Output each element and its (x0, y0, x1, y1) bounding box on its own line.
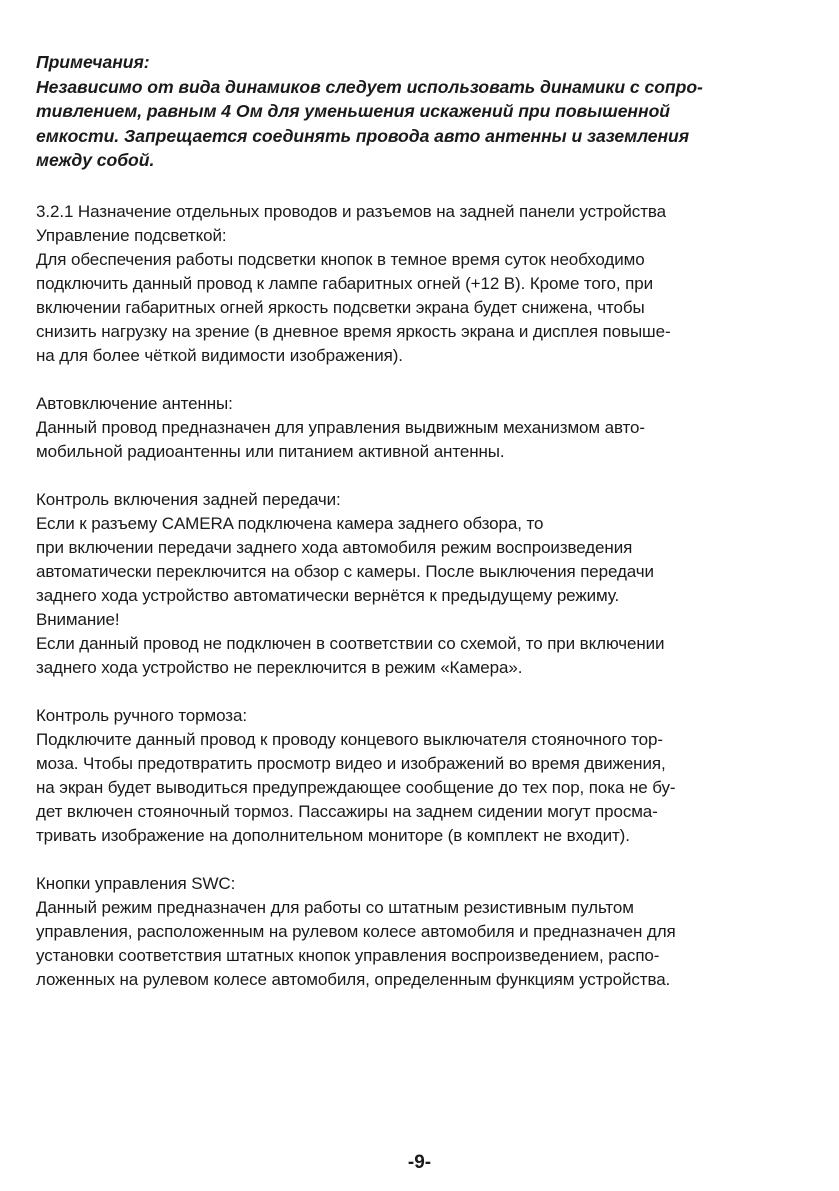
page-number: -9- (407, 1152, 432, 1173)
reverse-title: Контроль включения задней передачи: (36, 489, 341, 509)
paragraph-line: установки соответствия штатных кнопок управления воспроизведением, распо- (36, 945, 660, 965)
paragraph-line: автоматически переключится на обзор с камеры. После выключения передачи (36, 561, 654, 581)
swc-section (36, 872, 806, 992)
paragraph-line: Подключите данный провод к проводу концевого выключателя стояночного тор- (36, 729, 663, 749)
paragraph-line: заднего хода устройство автоматически вернётся к предыдущему режиму. (36, 585, 620, 605)
paragraph-line: Если данный провод не подключен в соответствии со схемой, то при включении (36, 633, 665, 653)
paragraph-line: Данный режим предназначен для работы со штатным резистивным пультом (36, 897, 634, 917)
paragraph-line: Данный провод предназначен для управления выдвижным механизмом авто- (36, 417, 645, 437)
illumination-section (36, 200, 806, 368)
paragraph-line: заднего хода устройство не переключится в режим «Камера». (36, 657, 523, 677)
note-line: емкости. Запрещается соединять провода авто антенны и заземления (36, 125, 690, 146)
paragraph-line: моза. Чтобы предотвратить просмотр видео и изображений во время движения, (36, 753, 666, 773)
note-line: между собой. (36, 150, 155, 170)
page-content (36, 50, 806, 992)
paragraph-line: ложенных на рулевом колесе автомобиля, определенным функциям устройства. (36, 969, 671, 989)
paragraph-line: снизить нагрузку на зрение (в дневное время яркость экрана и дисплея повыше- (36, 321, 671, 341)
note-line: тивлением, равным 4 Ом для уменьшения искажений при повышенной (36, 101, 670, 121)
paragraph-line: тривать изображение на дополнительном мониторе (в комплект не входит). (36, 825, 630, 845)
antenna-title: Автовключение антенны: (36, 393, 233, 413)
reverse-section (36, 488, 806, 680)
paragraph-line: Если к разъему CAMERA подключена камера заднего обзора, то (36, 513, 544, 533)
paragraph-line: на экран будет выводиться предупреждающее сообщение до тех пор, пока не бу- (36, 777, 676, 797)
note-block (36, 50, 806, 173)
paragraph-line: на для более чёткой видимости изображения). (36, 345, 403, 365)
swc-title: Кнопки управления SWC: (36, 873, 236, 893)
paragraph-line: Для обеспечения работы подсветки кнопок в темное время суток необходимо (36, 249, 645, 269)
paragraph-line: включении габаритных огней яркость подсветки экрана будет снижена, чтобы (36, 297, 645, 317)
paragraph-line: управления, расположенным на рулевом колесе автомобиля и предназначен для (36, 921, 676, 941)
paragraph-line: подключить данный провод к лампе габаритных огней (+12 В). Кроме того, при (36, 273, 653, 293)
section-heading: 3.2.1 Назначение отдельных проводов и разъемов на задней панели устройства (36, 201, 666, 221)
paragraph-line: при включении передачи заднего хода автомобиля режим воспроизведения (36, 537, 633, 557)
antenna-section (36, 392, 806, 464)
illumination-title: Управление подсветкой: (36, 225, 227, 245)
paragraph-line: мобильной радиоантенны или питанием активной антенны. (36, 441, 505, 461)
warning-label: Внимание! (36, 609, 120, 629)
handbrake-title: Контроль ручного тормоза: (36, 705, 247, 725)
paragraph-line: дет включен стояночный тормоз. Пассажиры на заднем сидении могут просма- (36, 801, 658, 821)
handbrake-section (36, 704, 806, 848)
note-title: Примечания: (36, 52, 150, 72)
note-line: Независимо от вида динамиков следует использовать динамики с сопро- (36, 76, 703, 97)
